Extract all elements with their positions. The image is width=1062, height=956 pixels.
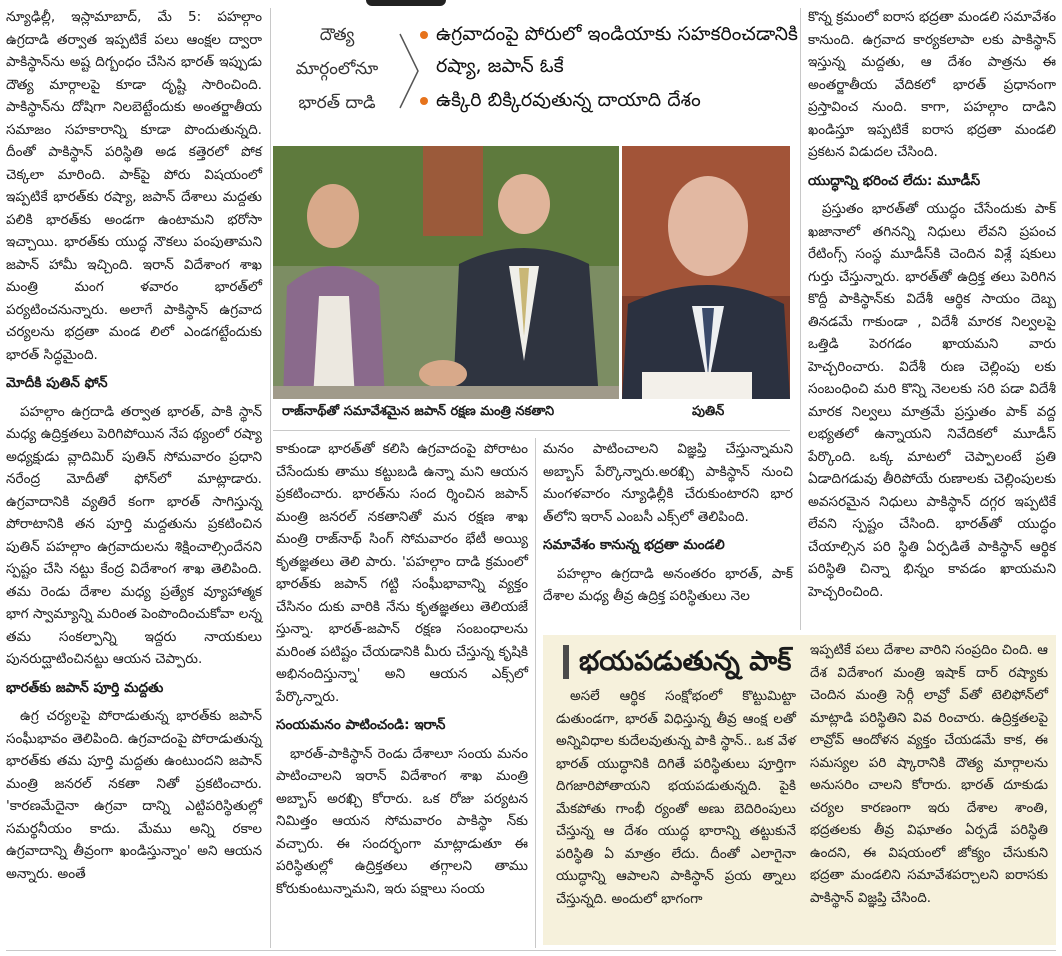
col2-para-1: కాకుండా భారత్‌తో కలిసి ఉగ్రవాదంపై పోరాటం చేసేందుకు తాము కట్టుబడి ఉన్నా మని ఆయన ప్రకటించారు. భారత్‌ను సంద ర్శించిన జపాన్ మంత్రి జనరల్ నకతానితో మన రక్షణ శాఖ మంత్రి రాజ్‌నాథ్ సింగ్ సోమవారం భేటీ అయ్యి కృతజ్ఞతలు తెలి పారు. 'పహల్గాం దాడి క్రమంలో భారత్‌కు జపాన్ గట్టి సంఘీభావాన్ని వ్యక్తం చేసినం దుకు వారికి నేను కృతజ్ఞతలు తెలియజే స్తున్నా. భారత్-జపాన్ రక్షణ సంబంధాలను మరింత పటిష్టం చేయడానికి మీరు చేస్తున్న కృషికి అభినందిస్తున్నా' అని ఆయన ఎక్స్‌లో పేర్కొన్నారు. [276,441,528,705]
headline-bracket [398,32,420,110]
col3-subhead-security-council: సమావేశం కానున్న భద్రతా మండలి [543,537,725,553]
headline-point-1: ఉగ్రవాదంపై పోరులో ఇండియాకు సహకరించడానికి రష్యా, జపాన్ ఓకే [420,18,808,82]
headline-points [420,18,808,116]
column-1 [6,6,262,891]
col1-para-2: పహల్గాం ఉగ్రదాడి తర్వాత భారత్, పాకి స్థాన్ మధ్య ఉద్రిక్తతలు పెరిగిపోయిన నేప థ్యంలో రష్యా అధ్యక్షుడు వ్లాదిమిర్ పుతిన్ సోమవారం ప్రధాని నరేంద్ర మోదీతో ఫోన్‌లో మాట్లాడారు. ఉగ్రవాదానికి వ్యతిరే కంగా భారత్ సాగిస్తున్న పోరాటానికి తన పూర్తి మద్దతును ప్రకటించిన పుతిన్ పహల్గాం ఉగ్రవాదులను శిక్షించాల్సిందేనని స్పష్టం చేసి నట్టు కేంద్ర విదేశాంగ శాఖ తెలిపింది. తమ రెండు దేశాల మధ్య ప్రత్యేక వ్యూహాత్మక భాగ స్వామ్యాన్ని మరింత పెంపొందించుకోవా లన్న తమ సంకల్పాన్ని ఇద్దరు నాయకులు పునరుద్ఘాటించినట్టు ఆయన చెప్పారు. [6,403,262,667]
column-4 [808,6,1056,609]
column-3 [543,438,793,614]
box-para-right: ఇప్పటికే పలు దేశాల వారిని సంప్రదిం చింది. ఆ దేశ విదేశాంగ మంత్రి ఇషాక్ దార్ రష్యాకు చెందిన మంత్రి సెర్గీ లావ్రో వ్‌తో టెలిఫోన్‌లో మాట్లాడి పరిస్థితిని వివ రించారు. ఉద్రిక్తతలపై లావ్రోవ్ ఆందోళన వ్యక్తం చేయడమే కాక, ఈ సమస్యల పరి ష్కారానికి దౌత్య మార్గాలను అనుసరిం చాలని కోరారు. భారత్ దూకుడు చర్యల కారణంగా ఇరు దేశాల శాంతి, భద్రతలకు తీవ్ర విఘాతం ఏర్పడే పరిస్థితి ఉందని, ఈ విషయంలో జోక్యం చేసుకుని భద్రతా మండలిని సమావేశపర్చాలని ఐరాసకు పాకిస్థాన్ విజ్ఞప్తి చేసింది. [810,643,1048,906]
col2-subhead-iran: సంయమనం పాటించండి: ఇరాన్ [276,717,446,733]
column-divider-2 [535,438,536,948]
kicker-line-1: దౌత్య [319,25,355,45]
kicker-line-3: భారత్ దాడి [298,93,376,113]
col1-para-1: న్యూఢిల్లీ, ఇస్లామాబాద్, మే 5: పహల్గాం ఉగ్రదాడి తర్వాత ఇప్పటికే పలు ఆంక్షల ద్వారా పాకిస్థాన్‌ను అష్ట దిగ్బంధం చేసిన భారత్ ఇప్పుడు దౌత్య మార్గాలపై కూడా దృష్టి సారించింది. పాకిస్థాన్‌ను దోషిగా నిలబెట్టేందుకు అంతర్జాతీయ సమాజం సహకారాన్ని కూడా పొందుతున్నది. దీంతో పాకిస్థాన్ పరిస్థితి అడ కత్తెరలో పోక చెక్కలా మారింది. పాక్‌పై పోరు విషయంలో ఇప్పటికే భారత్‌కు రష్యా, జపాన్ దేశాలు మద్దతు పలికి భారత్‌కు అండగా ఉంటామని భరోసా ఇచ్చాయి. భారత్‌కు యుద్ధ నౌకలు పంపుతామని జపాన్ హామీ ఇచ్చింది. ఇరాన్ విదేశాంగ శాఖ మంత్రి మంగ ళవారం భారత్‌లో పర్యటించనున్నారు. అలాగే పాకిస్థాన్ ఉగ్రవాద చర్యలను భద్రతా మండ లిలో ఎండగట్టేందుకు భారత్ సిద్ధమైంది. [6,9,262,363]
col1-subhead-putin-call: మోదీకి పుతిన్ ఫోన్ [6,375,108,391]
col1-subhead-japan-support: భారత్‌కు జపాన్ పూర్తి మద్దతు [6,679,164,696]
photo-rajnath-nakatani [273,146,619,399]
col4-subhead-moodys: యుద్ధాన్ని భరించ లేదు: మూడీస్ [808,172,981,189]
column-divider-3 [800,8,801,630]
page-top-tab [366,0,446,6]
boxed-story-left [556,686,796,917]
headline-point-2: ఉక్కిరి బిక్కిరవుతున్న దాయాది దేశం [420,84,808,116]
column-divider-1 [270,8,271,948]
boxed-story-right [810,640,1048,916]
photo-caption-rajnath: రాజ్‌నాథ్‌తో సమావేశమైన జపాన్ రక్షణ మంత్రి నకతాని [282,404,555,419]
photo-putin [622,146,790,399]
caption-rule [273,430,790,431]
page-bottom-rule [6,950,1056,951]
col3-para-1: మనం పాటించాలని విజ్ఞప్తి చేస్తున్నామని అబ్బాస్ పేర్కొన్నారు.అరఖ్చి పాకిస్థాన్ నుంచి మంగళవారం న్యూఢిల్లీకి చేరుకుంటారని భార త్‌లోని ఇరాన్ ఎంబసీ ఎక్స్‌లో తెలిపింది. [543,441,793,525]
boxed-story-title: భయపడుతున్న పాక్ [563,645,791,679]
photo-caption-putin: పుతిన్ [692,404,725,419]
col2-para-2: భారత్-పాకిస్థాన్ రెండు దేశాలూ సంయ మనం పాటించాలని ఇరాన్ విదేశాంగ శాఖ మంత్రి అబ్బాస్ అరఖ్చి కోరారు. ఒక రోజు పర్యటన నిమిత్తం ఆయన సోమవారం పాకిస్థా న్‌కు వచ్చారు. ఈ సందర్భంగా మాట్లాడుతూ ఈ పరిస్థితుల్లో ఉద్రిక్తతలు తగ్గాలని తాము కోరుకుంటున్నామని, ఇరు పక్షాలు సంయ [276,745,528,897]
box-para-left: అసలే ఆర్థిక సంక్షోభంలో కొట్టుమిట్టా డుతుండగా, భారత్ విధిస్తున్న తీవ్ర ఆంక్ష లతో అన్నివిధాల కుదేలవుతున్న పాకి స్థాన్.. ఒక వేళ భారత్ యుద్ధానికి దిగితే పరిస్థితులు పూర్తిగా దిగజారిపోతాయని భయపడుతున్నది. పైకి మేకపోతు గాంభీ ర్యంతో అణు బెదిరింపులు చేస్తున్న ఆ దేశం యుద్ధ భారాన్ని తట్టుకునే పరిస్థితి ఏ మాత్రం లేదు. దీంతో ఎలాగైనా యుద్ధాన్ని ఆపాలని పాకిస్థాన్ ప్రయ త్నాలు చేస్తున్నది. అందులో భాగంగా [556,689,796,907]
col4-para-1: కొన్న క్రమంలో ఐరాస భద్రతా మండలి సమావేశం కానుంది. ఉగ్రవాద కార్యకలాపా లకు పాకిస్థాన్ ఇస్తున్న మద్దతు, ఆ దేశం పాత్రను ఈ అంతర్జాతీయ వేదికలో భారత్ ప్రధానంగా ప్రస్తావించ నుంది. కాగా, పహల్గాం దాడిని ఖండిస్తూ ఇప్పటికే ఐరాస భద్రతా మండలి ప్రకటన విడుదల చేసింది. [808,9,1056,160]
col3-para-2: పహల్గాం ఉగ్రదాడి అనంతరం భారత్, పాక్ దేశాల మధ్య తీవ్ర ఉద్రిక్త పరిస్థితులు నెల [543,565,793,604]
column-2 [276,438,528,906]
col4-para-2: ప్రస్తుతం భారత్‌తో యుద్ధం చేసేందుకు పాక్ ఖజానాలో తగినన్ని నిధులు లేవని ప్రపంచ రేటింగ్స్ సంస్థ మూడీస్‌కి చెందిన విశ్లే షకులు గుర్తు చేస్తున్నారు. భారత్‌తో ఉద్రిక్త తలు పెరిగిన కొద్దీ పాకిస్థాన్‌కు విదేశీ ఆర్థిక సాయం దెబ్బ తినడమే గాకుండా , విదేశీ మారక నిల్వలపై ఒత్తిడి పెరగడం ఖాయమని వారు హెచ్చరించారు. విదేశీ రుణ చెల్లింపు లకు సంబంధించి మరి కొన్ని నెలలకు సరి పడా విదేశీ మారక నిల్వలు మాత్రమే ప్రస్తుతం పాక్ వద్ద లభ్యతలో ఉన్నాయని నివేదికలో మూడీస్ పేర్కొంది. ఒక్క మాటలో చెప్పాలంటే ప్రతి ఏడాదిగడువు తీరిపోయే రుణాలకు చెల్లింపులకు అవసరమైన నిధులు పాకిస్థాన్ దగ్గర ఇప్పటికే లేవని స్పష్టం చేసింది. భారత్‌తో యుద్ధం చేయాల్సిన పరి స్థితి ఏర్పడితే పాకిస్థాన్ ఆర్థిక పరిస్థితి చిన్నా భిన్నం కావడం ఖాయమని హెచ్చరించింది. [808,201,1056,600]
headline-kicker [282,18,392,120]
col1-para-3: ఉగ్ర చర్యలపై పోరాడుతున్న భారత్‌కు జపాన్ సంఘీభావం తెలిపింది. ఉగ్రవాదంపై పోరాడుతున్న భారత్‌కు తమ పూర్తి మద్దతు ఉంటుందని జపాన్ మంత్రి జనరల్ నకతా నితో ప్రకటించారు. 'కారణమేదైనా ఉగ్రవా దాన్ని ఎట్టిపరిస్థితుల్లో సమర్థనీయం కాదు. మేము అన్ని రకాల ఉగ్రవాదాన్ని తీవ్రంగా ఖండిస్తున్నాం' అని ఆయన అన్నారు. అంతే [6,708,262,882]
kicker-line-2: మార్గంలోనూ [295,59,379,79]
